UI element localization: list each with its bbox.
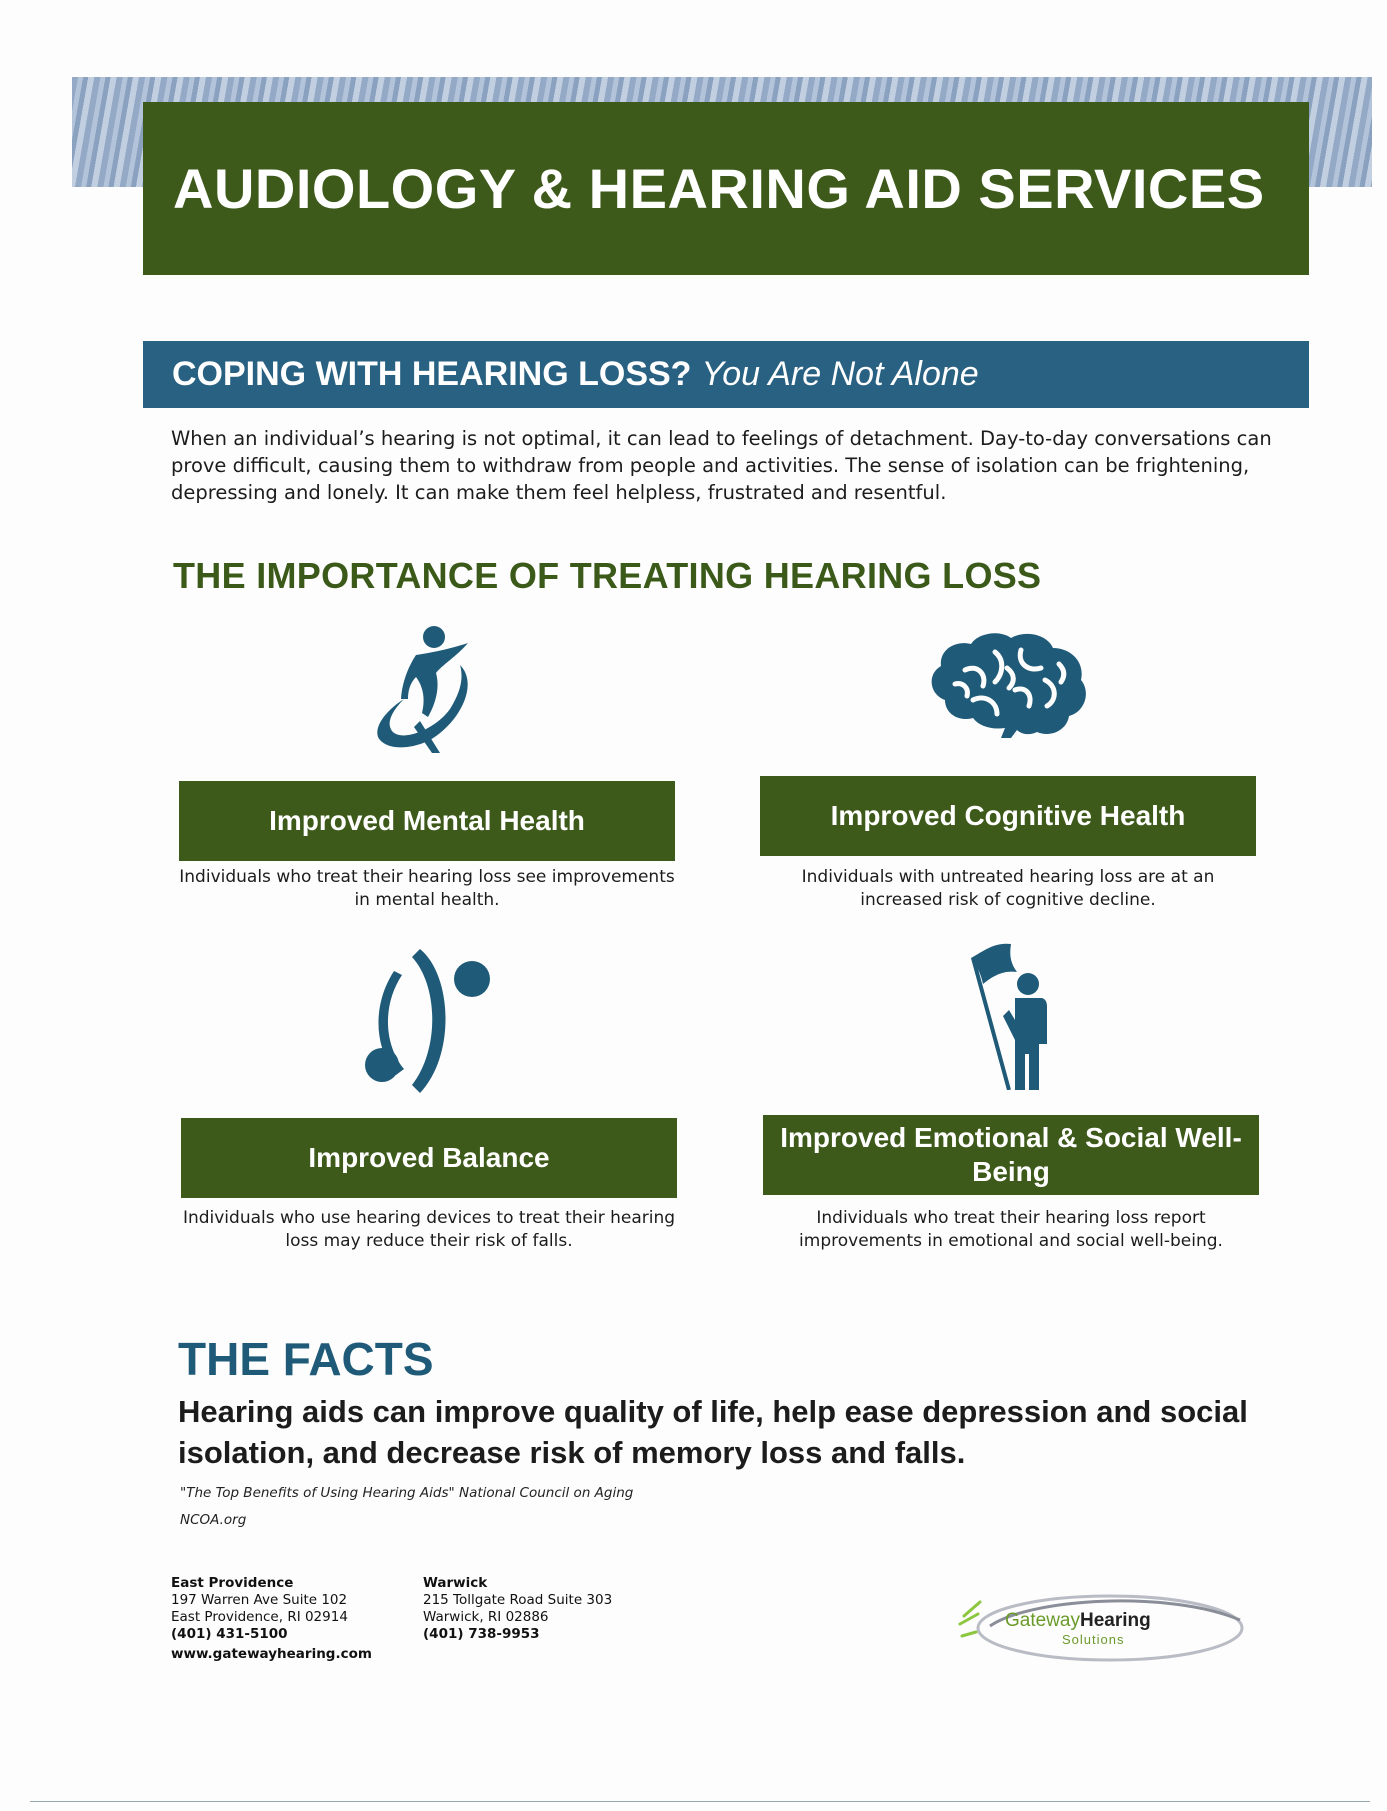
page-title: AUDIOLOGY & HEARING AID SERVICES: [173, 157, 1265, 220]
location-name: East Providence: [171, 1575, 294, 1591]
website-link[interactable]: www.gatewayhearing.com: [171, 1646, 372, 1662]
location-phone: (401) 738-9953: [423, 1626, 540, 1642]
location-warwick: [423, 1575, 612, 1643]
location-east-providence: [171, 1575, 348, 1643]
balance-icon: [362, 945, 492, 1095]
page-bottom-divider: [30, 1801, 1370, 1802]
importance-title: THE IMPORTANCE OF TREATING HEARING LOSS: [173, 555, 1042, 596]
location-phone: (401) 431-5100: [171, 1626, 288, 1642]
card-balance: Improved Balance: [181, 1118, 677, 1198]
facts-body: Hearing aids can improve quality of life, help ease depression and social isolation, and decrease risk of memory loss and falls.: [178, 1394, 1248, 1470]
figure-swirl-icon: [370, 625, 480, 755]
location-city: East Providence, RI 02914: [171, 1609, 348, 1625]
card-cognitive-health-desc: Individuals with untreated hearing loss are at an increased risk of cognitive decline.: [801, 867, 1215, 910]
gateway-hearing-logo: [950, 1586, 1250, 1666]
card-emotional-wellbeing: Improved Emotional & Social Well-Being: [763, 1115, 1259, 1195]
card-balance-desc: Individuals who use hearing devices to treat their hearing loss may reduce their risk of falls.: [182, 1208, 676, 1251]
logo-text-gateway: Gateway: [1005, 1610, 1080, 1631]
card-mental-health: Improved Mental Health: [179, 781, 675, 861]
flag-person-icon: [965, 940, 1065, 1090]
subheader-italic: You Are Not Alone: [701, 355, 979, 393]
location-name: Warwick: [423, 1575, 488, 1591]
intro-paragraph: When an individual’s hearing is not optimal, it can lead to feelings of detachment. Day-to-day conversations can prove difficult, causing them to withdraw from people and activities. The sense of isolation can be frightening, depressing and lonely. It can make them feel helpless, frustrated and resentful.: [171, 427, 1272, 504]
card-cognitive-health: Improved Cognitive Health: [760, 776, 1256, 856]
header-banner: [143, 102, 1309, 275]
facts-title: THE FACTS: [178, 1333, 434, 1385]
location-street: 197 Warren Ave Suite 102: [171, 1592, 348, 1608]
card-emotional-wellbeing-desc: Individuals who treat their hearing loss report improvements in emotional and social well-being.: [799, 1208, 1223, 1251]
logo-text-solutions: Solutions: [1062, 1632, 1125, 1647]
subheader-bold: COPING WITH HEARING LOSS?: [172, 355, 692, 393]
card-mental-health-desc: Individuals who treat their hearing loss see improvements in mental health.: [179, 867, 675, 910]
location-city: Warwick, RI 02886: [423, 1609, 549, 1625]
facts-source: NCOA.org: [180, 1512, 247, 1528]
subheader-banner: [143, 341, 1309, 408]
brain-icon: [925, 630, 1090, 740]
logo-text-hearing: Hearing: [1079, 1610, 1151, 1631]
location-street: 215 Tollgate Road Suite 303: [423, 1592, 613, 1608]
facts-citation: "The Top Benefits of Using Hearing Aids" National Council on Aging: [180, 1485, 634, 1501]
